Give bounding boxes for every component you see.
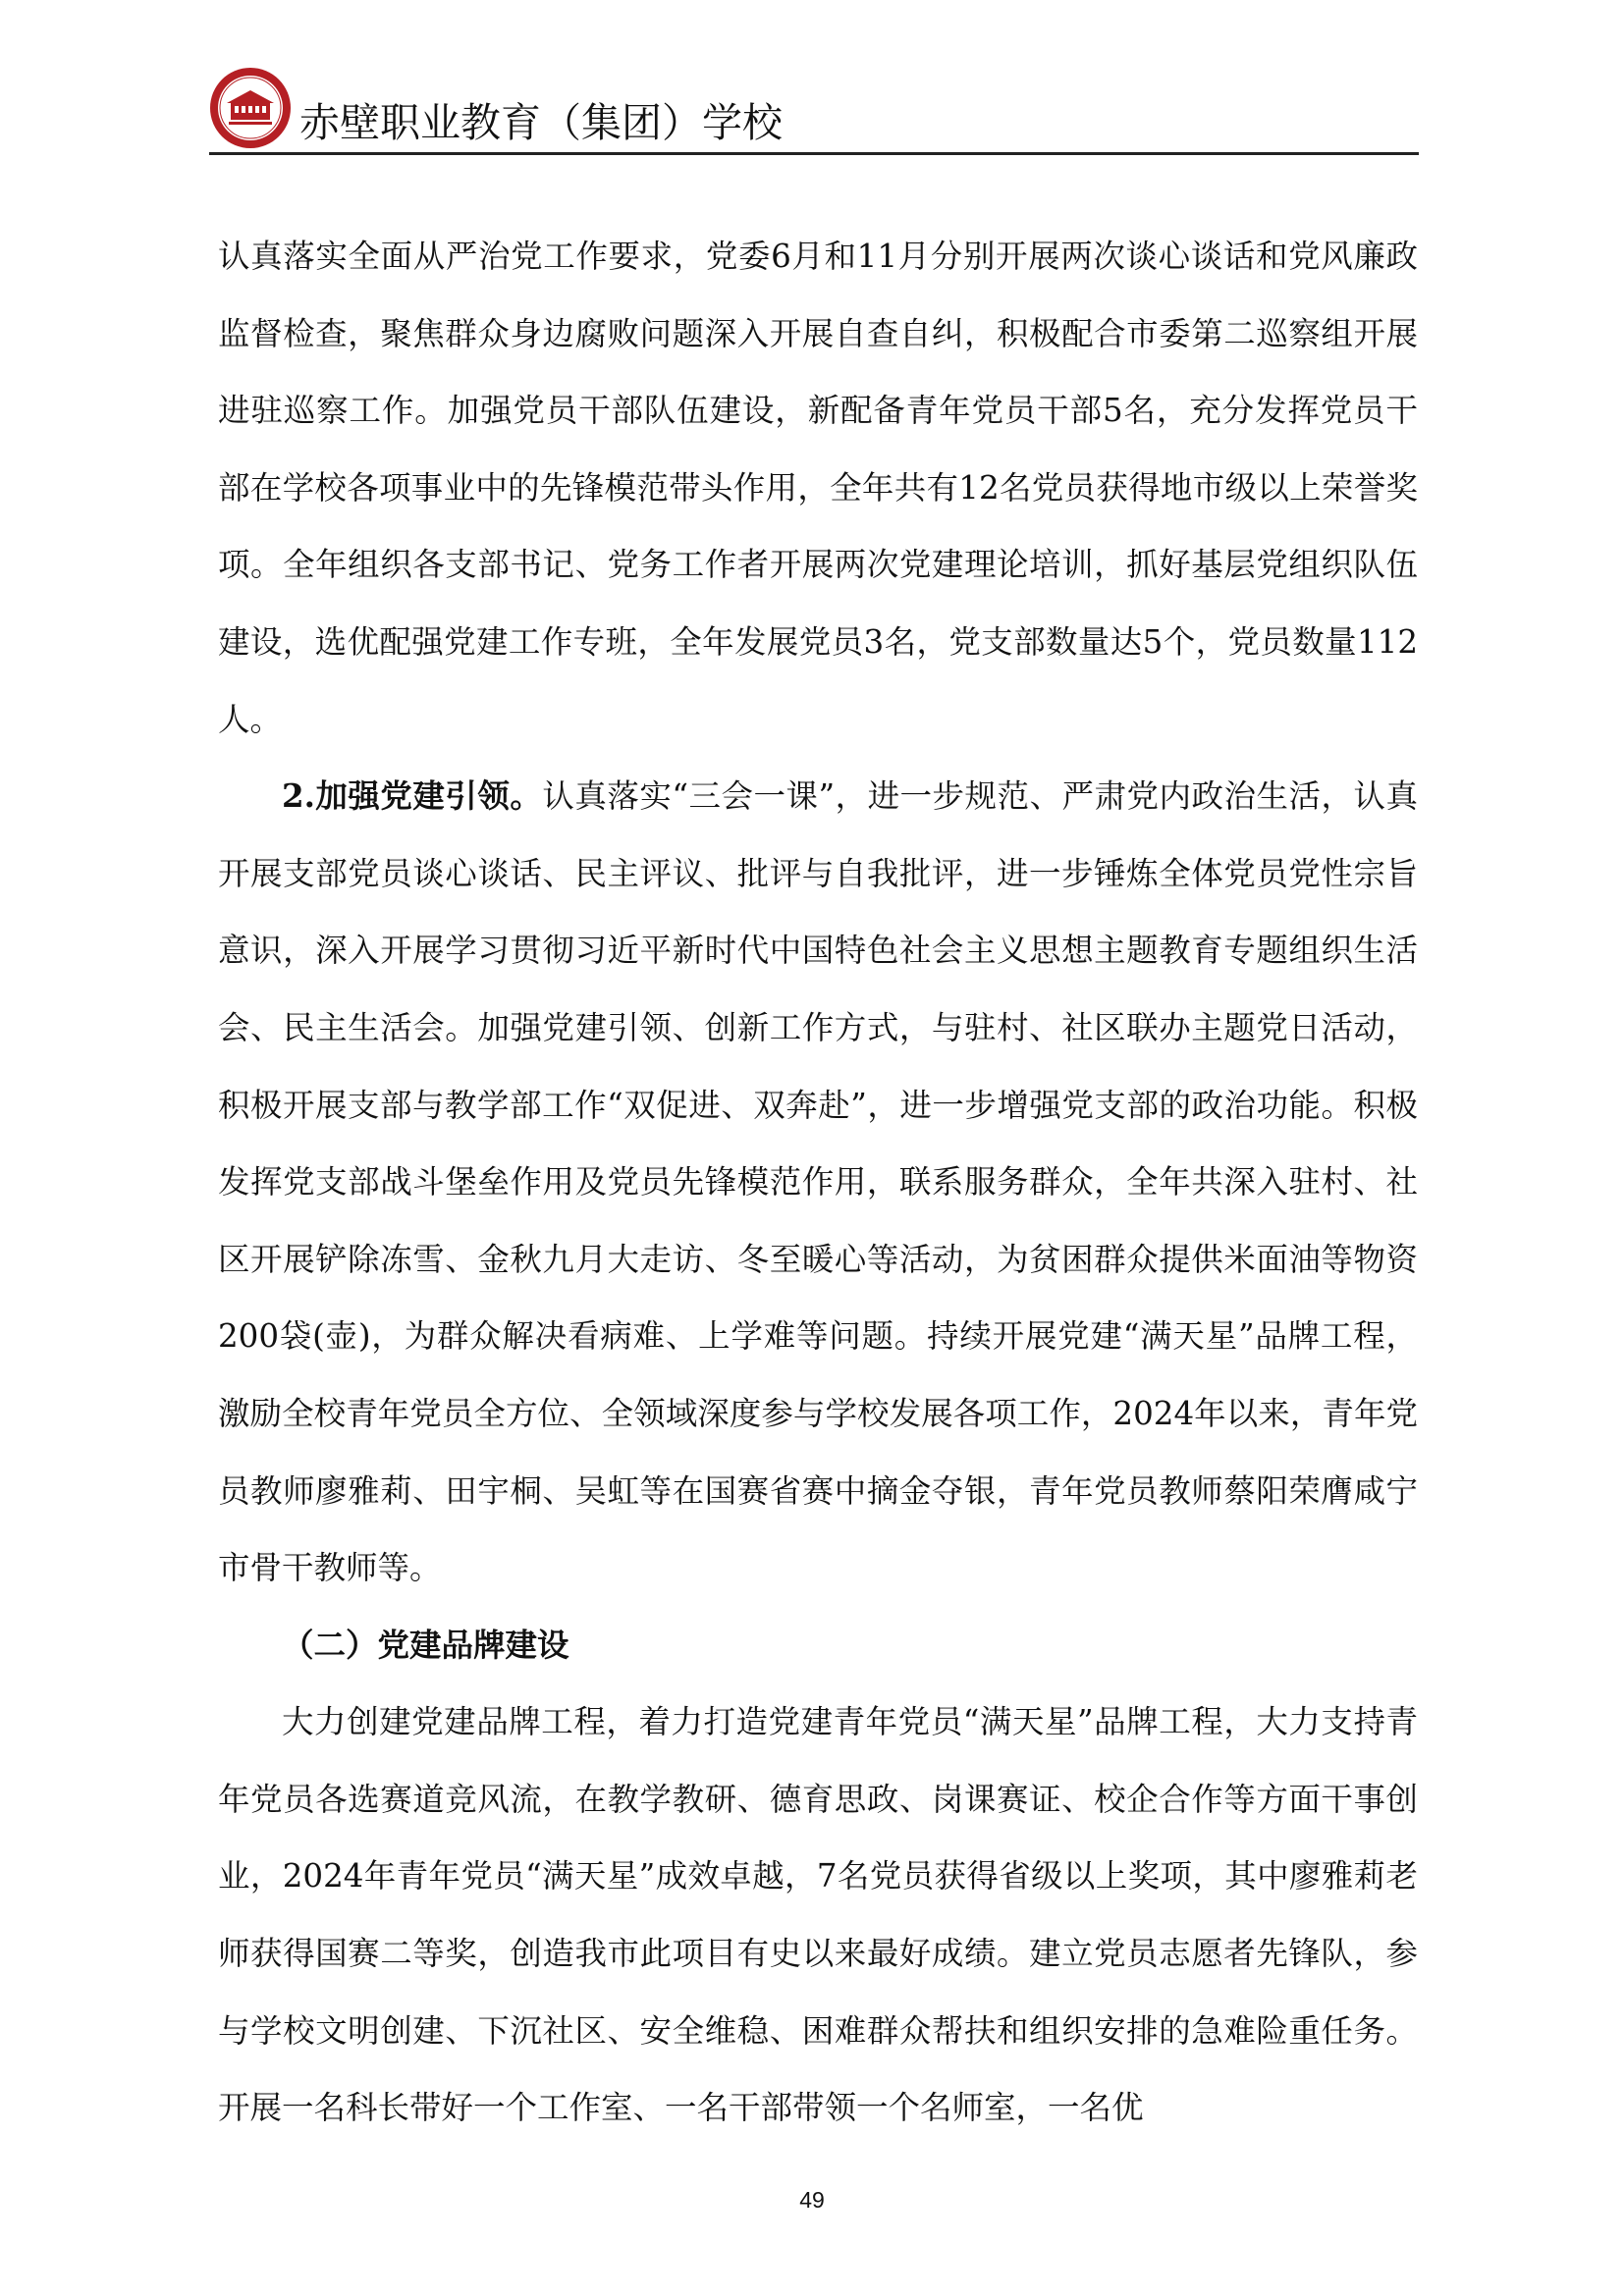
header-rule bbox=[209, 152, 1419, 155]
document-body bbox=[218, 218, 1418, 2147]
school-name: 赤壁职业教育（集团）学校 bbox=[299, 99, 783, 146]
page-number: 49 bbox=[799, 2187, 825, 2213]
section-heading: （二）党建品牌建设 bbox=[282, 1625, 569, 1664]
paragraph-brand-building: 大力创建党建品牌工程，着力打造党建青年党员“满天星”品牌工程，大力支持青年党员各选赛道竞风流，在教学教研、德育思政、岗课赛证、校企合作等方面干事创业，2024年青年党员“满天星”成效卓越，7名党员获得省级以上奖项，其中廖雅莉老师获得国赛二等奖，创造我市此项目有史以来最好成绩。建立党员志愿者先锋队，参与学校文明创建、下沉社区、安全维稳、困难群众帮扶和组织安排的急难险重任务。开展一名科长带好一个工作室、一名干部带领一个名师室，一名优 bbox=[218, 1703, 1418, 2127]
paragraph-party-leadership bbox=[218, 758, 1418, 1607]
paragraph-lead: 2.加强党建引领。 bbox=[282, 776, 543, 816]
school-logo bbox=[209, 67, 292, 149]
paragraph-text: 认真落实“三会一课”，进一步规范、严肃党内政治生活，认真开展支部党员谈心谈话、民主评议、批评与自我批评，进一步锤炼全体党员党性宗旨意识，深入开展学习贯彻习近平新时代中国特色社会主义思想主题教育专题组织生活会、民主生活会。加强党建引领、创新工作方式，与驻村、社区联办主题党日活动，积极开展支部与教学部工作“双促进、双奔赴”，进一步增强党支部的政治功能。积极发挥党支部战斗堡垒作用及党员先锋模范作用，联系服务群众，全年共深入驻村、社区开展铲除冻雪、金秋九月大走访、冬至暖心等活动，为贫困群众提供米面油等物资200袋(壶)，为群众解决看病难、上学难等问题。持续开展党建“满天星”品牌工程，激励全校青年党员全方位、全领域深度参与学校发展各项工作，2024年以来，青年党员教师廖雅莉、田宇桐、吴虹等在国赛省赛中摘金夺银，青年党员教师蔡阳荣膺咸宁市骨干教师等。 bbox=[218, 777, 1418, 1587]
page-header bbox=[209, 61, 1419, 155]
paragraph-discipline: 认真落实全面从严治党工作要求，党委6月和11月分别开展两次谈心谈话和党风廉政监督检查，聚焦群众身边腐败问题深入开展自查自纠，积极配合市委第二巡察组开展进驻巡察工作。加强党员干部队伍建设，新配备青年党员干部5名，充分发挥党员干部在学校各项事业中的先锋模范带头作用，全年共有12名党员获得地市级以上荣誉奖项。全年组织各支部书记、党务工作者开展两次党建理论培训，抓好基层党组织队伍建设，选优配强党建工作专班，全年发展党员3名，党支部数量达5个，党员数量112人。 bbox=[218, 238, 1418, 738]
